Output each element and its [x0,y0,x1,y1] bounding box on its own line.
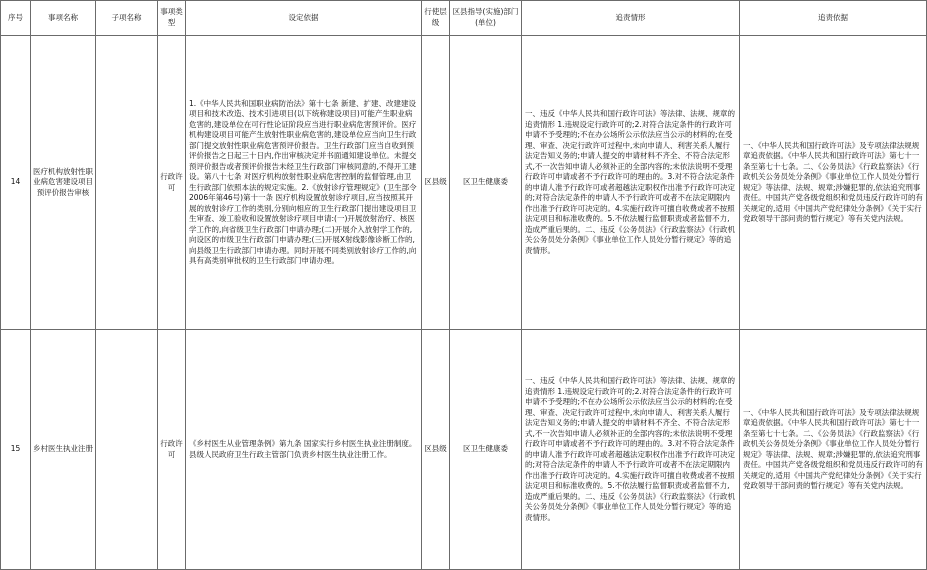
row-seq: 14 [1,36,31,330]
row-item-name: 乡村医生执业注册 [31,330,96,570]
header-accountability-situations: 追责情形 [522,1,740,36]
header-department: 区县指导(实施)部门(单位) [450,1,522,36]
table-row [1,330,927,570]
row-accountability-basis: 一、《中华人民共和国行政许可法》及专项法律法规规章追责依据。《中华人民共和国行政许可法》第七十一条至第七十七条。二、《公务员法》《行政监察法》《行政机关公务员处分条例》《事业单位工作人员处分暂行规定》等法律、法规、规章;涉嫌犯罪的,依法追究刑事责任。中国共产党各级党组织和党员违反行政许可的有关规定的,适用《中国共产党纪律处分条例》《关于实行党政领导干部问责的暂行规定》等有关党内法规。 [740,36,927,330]
header-item-type: 事项类型 [158,1,186,36]
row-item-type: 行政许可 [158,330,186,570]
row-level: 区县级 [422,36,450,330]
header-level: 行使层级 [422,1,450,36]
row-accountability-situations: 一、违反《中华人民共和国行政许可法》等法律、法规、规章的追责情形 1.违规设定行政许可的;2.对符合法定条件的行政许可申请不予受理的;不在办公场所公示依法应当公示的材料的;在受理、审查、决定行政许可过程中,未向申请人、利害关系人履行法定告知义务的;申请人提交的申请材料不齐全、不符合法定形式,不一次告知申请人必须补正的全部内容的;未依法说明不受理行政许可申请或者不予行政许可的理由的。3.对不符合法定条件的申请人准予行政许可或者超越法定职权作出准予行政许可决定的;对符合法定条件的申请人不予行政许可或者不在法定期限内作出准予行政许可决定的。4.实施行政许可擅自收费或者不按照法定项目和标准收费的。5.不依法履行监督职责或者监督不力,造成严重后果的。二、违反《公务员法》《行政监察法》《行政机关公务员处分条例》《事业单位工作人员处分暂行规定》等的追责情形。 [522,36,740,330]
header-row [1,1,927,36]
table-row [1,36,927,330]
row-basis: 1.《中华人民共和国职业病防治法》第十七条 新建、扩建、改建建设项目和技术改造、技术引进项目(以下统称建设项目)可能产生职业病危害的,建设单位在可行性论证阶段应当进行职业病危害预评价。医疗机构建设项目可能产生放射性职业病危害的,建设单位应当向卫生行政部门提交放射性职业病危害预评价报告。卫生行政部门应当自收到预评价报告之日起三十日内,作出审核决定并书面通知建设单位。未提交预评价报告或者预评价报告未经卫生行政部门审核同意的,不得开工建设。第八十七条 对医疗机构放射性职业病危害控制的监督管理,由卫生行政部门依照本法的规定实施。2.《放射诊疗管理规定》(卫生部令2006年第46号)第十一条 医疗机构设置放射诊疗项目,应当按照其开展的放射诊疗工作的类别,分别向相应的卫生行政部门提出建设项目卫生审查、竣工验收和设置放射诊疗项目申请:(一)开展放射治疗、核医学工作的,向省级卫生行政部门申请办理;(二)开展介入放射学工作的,向设区的市级卫生行政部门申请办理;(三)开展X射线影像诊断工作的,向县级卫生行政部门申请办理。同时开展不同类别放射诊疗工作的,向具有高类别审批权的卫生行政部门申请办理。 [186,36,422,330]
header-item-name: 事项名称 [31,1,96,36]
row-item-name: 医疗机构放射性职业病危害建设项目预评价报告审核 [31,36,96,330]
header-sub-item: 子项名称 [96,1,158,36]
row-sub-item [96,330,158,570]
row-basis: 《乡村医生从业管理条例》第九条 国家实行乡村医生执业注册制度。县级人民政府卫生行政主管部门负责乡村医生执业注册工作。 [186,330,422,570]
row-sub-item [96,36,158,330]
row-seq: 15 [1,330,31,570]
header-seq: 序号 [1,1,31,36]
row-accountability-situations: 一、违反《中华人民共和国行政许可法》等法律、法规、规章的追责情形 1.违规设定行政许可的;2.对符合法定条件的行政许可申请不予受理的;不在办公场所公示依法应当公示的材料的;在受理、审查、决定行政许可过程中,未向申请人、利害关系人履行法定告知义务的;申请人提交的申请材料不齐全、不符合法定形式,不一次告知申请人必须补正的全部内容的;未依法说明不受理行政许可申请或者不予行政许可的理由的。3.对不符合法定条件的申请人准予行政许可或者超越法定职权作出准予行政许可决定的;对符合法定条件的申请人不予行政许可或者不在法定期限内作出准予行政许可决定的。4.实施行政许可擅自收费或者不按照法定项目和标准收费的。5.不依法履行监督职责或者监督不力,造成严重后果的。二、违反《公务员法》《行政监察法》《行政机关公务员处分条例》《事业单位工作人员处分暂行规定》等的追责情形。 [522,330,740,570]
header-basis: 设定依据 [186,1,422,36]
row-accountability-basis: 一、《中华人民共和国行政许可法》及专项法律法规规章追责依据。《中华人民共和国行政许可法》第七十一条至第七十七条。二、《公务员法》《行政监察法》《行政机关公务员处分条例》《事业单位工作人员处分暂行规定》等法律、法规、规章;涉嫌犯罪的,依法追究刑事责任。中国共产党各级党组织和党员违反行政许可的有关规定的,适用《中国共产党纪律处分条例》《关于实行党政领导干部问责的暂行规定》等有关党内法规。 [740,330,927,570]
row-department: 区卫生健康委 [450,36,522,330]
header-accountability-basis: 追责依据 [740,1,927,36]
row-department: 区卫生健康委 [450,330,522,570]
row-item-type: 行政许可 [158,36,186,330]
row-level: 区县级 [422,330,450,570]
